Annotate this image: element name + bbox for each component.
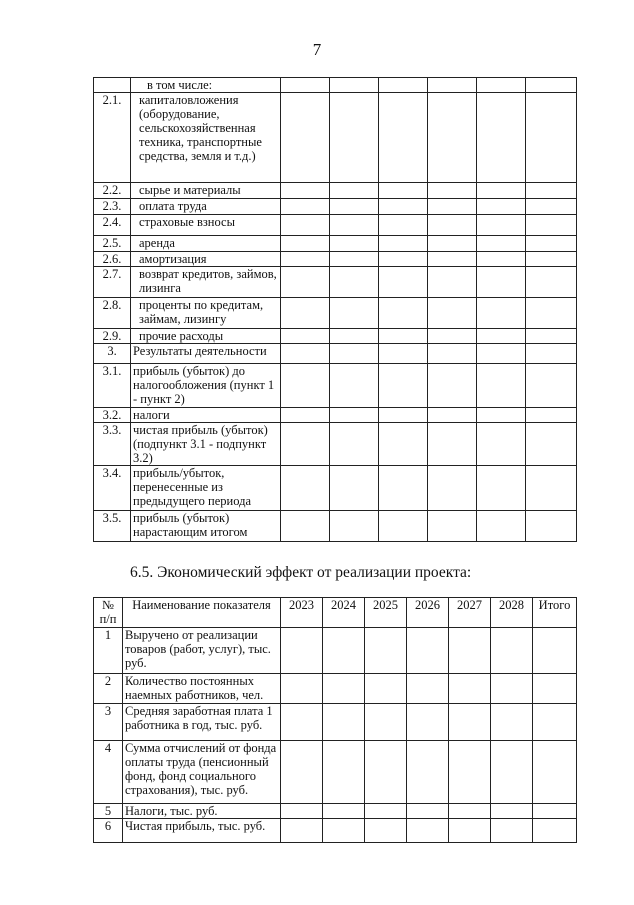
value-cell[interactable] xyxy=(449,704,491,741)
row-number: 3 xyxy=(94,704,123,741)
value-cell[interactable] xyxy=(526,267,577,298)
row-number: 2.1. xyxy=(94,93,131,183)
table-row xyxy=(94,408,577,423)
value-cell[interactable] xyxy=(379,466,428,511)
value-cell[interactable] xyxy=(379,408,428,423)
value-cell[interactable] xyxy=(330,364,379,408)
value-cell[interactable] xyxy=(330,78,379,93)
value-cell[interactable] xyxy=(281,674,323,704)
row-number: 1 xyxy=(94,628,123,674)
value-cell[interactable] xyxy=(526,408,577,423)
table-row xyxy=(94,364,577,408)
value-cell[interactable] xyxy=(477,466,526,511)
page-number: 7 xyxy=(312,40,322,59)
value-cell[interactable] xyxy=(379,423,428,466)
value-cell[interactable] xyxy=(533,819,577,843)
value-cell[interactable] xyxy=(526,364,577,408)
value-cell[interactable] xyxy=(365,674,407,704)
value-cell[interactable] xyxy=(428,93,477,183)
value-cell[interactable] xyxy=(379,329,428,344)
value-cell[interactable] xyxy=(323,704,365,741)
header-year: 2028 xyxy=(491,598,533,628)
value-cell[interactable] xyxy=(526,466,577,511)
value-cell[interactable] xyxy=(281,199,330,215)
row-label: сырье и материалы xyxy=(131,183,281,199)
value-cell[interactable] xyxy=(281,78,330,93)
row-label: Сумма отчислений от фонда оплаты труда (пенсионный фонд, фонд социального страхования), тыс. руб. xyxy=(123,741,281,804)
value-cell[interactable] xyxy=(379,78,428,93)
value-cell[interactable] xyxy=(428,215,477,236)
value-cell[interactable] xyxy=(477,423,526,466)
table-row xyxy=(94,298,577,329)
value-cell[interactable] xyxy=(379,236,428,252)
header-year: 2023 xyxy=(281,598,323,628)
row-number: 3.2. xyxy=(94,408,131,423)
value-cell[interactable] xyxy=(330,183,379,199)
value-cell[interactable] xyxy=(477,78,526,93)
row-number: 3.3. xyxy=(94,423,131,466)
row-label: чистая прибыль (убыток) (подпункт 3.1 - подпункт 3.2) xyxy=(131,423,281,466)
row-number: 6 xyxy=(94,819,123,843)
value-cell[interactable] xyxy=(477,236,526,252)
row-label: аренда xyxy=(131,236,281,252)
header-year: 2025 xyxy=(365,598,407,628)
value-cell[interactable] xyxy=(379,252,428,267)
value-cell[interactable] xyxy=(281,364,330,408)
table-row xyxy=(94,78,577,93)
value-cell[interactable] xyxy=(323,628,365,674)
value-cell[interactable] xyxy=(526,199,577,215)
table-row xyxy=(94,252,577,267)
value-cell[interactable] xyxy=(281,267,330,298)
value-cell[interactable] xyxy=(526,252,577,267)
value-cell[interactable] xyxy=(428,511,477,542)
table-row xyxy=(94,267,577,298)
value-cell[interactable] xyxy=(428,329,477,344)
row-label: прибыль (убыток) нарастающим итогом xyxy=(131,511,281,542)
value-cell[interactable] xyxy=(379,298,428,329)
value-cell[interactable] xyxy=(428,344,477,364)
value-cell[interactable] xyxy=(491,628,533,674)
value-cell[interactable] xyxy=(449,628,491,674)
row-number: 2.2. xyxy=(94,183,131,199)
value-cell[interactable] xyxy=(449,674,491,704)
value-cell[interactable] xyxy=(526,93,577,183)
value-cell[interactable] xyxy=(526,298,577,329)
row-label: Чистая прибыль, тыс. руб. xyxy=(123,819,281,843)
value-cell[interactable] xyxy=(428,252,477,267)
value-cell[interactable] xyxy=(407,704,449,741)
header-year: 2027 xyxy=(449,598,491,628)
row-label: прибыль (убыток) до налогообложения (пункт 1 - пункт 2) xyxy=(131,364,281,408)
value-cell[interactable] xyxy=(407,741,449,804)
value-cell[interactable] xyxy=(281,183,330,199)
table-row xyxy=(94,93,577,183)
value-cell[interactable] xyxy=(526,215,577,236)
table-row xyxy=(94,344,577,364)
table-row xyxy=(94,704,577,741)
value-cell[interactable] xyxy=(281,511,330,542)
value-cell[interactable] xyxy=(281,252,330,267)
row-number: 3. xyxy=(94,344,131,364)
value-cell[interactable] xyxy=(477,93,526,183)
value-cell[interactable] xyxy=(449,741,491,804)
value-cell[interactable] xyxy=(379,267,428,298)
value-cell[interactable] xyxy=(281,408,330,423)
value-cell[interactable] xyxy=(407,819,449,843)
value-cell[interactable] xyxy=(281,215,330,236)
value-cell[interactable] xyxy=(428,408,477,423)
value-cell[interactable] xyxy=(477,252,526,267)
row-label: налоги xyxy=(131,408,281,423)
value-cell[interactable] xyxy=(491,674,533,704)
value-cell[interactable] xyxy=(526,236,577,252)
value-cell[interactable] xyxy=(449,804,491,819)
value-cell[interactable] xyxy=(281,236,330,252)
table-row xyxy=(94,804,577,819)
value-cell[interactable] xyxy=(330,252,379,267)
value-cell[interactable] xyxy=(533,704,577,741)
value-cell[interactable] xyxy=(428,364,477,408)
value-cell[interactable] xyxy=(379,215,428,236)
value-cell[interactable] xyxy=(526,329,577,344)
row-number: 2 xyxy=(94,674,123,704)
value-cell[interactable] xyxy=(379,344,428,364)
value-cell[interactable] xyxy=(330,236,379,252)
header-num: № п/п xyxy=(94,598,123,628)
value-cell[interactable] xyxy=(281,298,330,329)
value-cell[interactable] xyxy=(428,466,477,511)
value-cell[interactable] xyxy=(323,804,365,819)
table-row xyxy=(94,199,577,215)
table-row xyxy=(94,236,577,252)
value-cell[interactable] xyxy=(281,344,330,364)
header-label: Наименование показателя xyxy=(123,598,281,628)
value-cell[interactable] xyxy=(477,329,526,344)
value-cell[interactable] xyxy=(491,819,533,843)
value-cell[interactable] xyxy=(281,466,330,511)
value-cell[interactable] xyxy=(330,93,379,183)
value-cell[interactable] xyxy=(330,298,379,329)
economic-effect-table xyxy=(93,597,577,843)
value-cell[interactable] xyxy=(428,236,477,252)
table-row xyxy=(94,183,577,199)
value-cell[interactable] xyxy=(526,511,577,542)
row-number: 3.4. xyxy=(94,466,131,511)
value-cell[interactable] xyxy=(281,423,330,466)
value-cell[interactable] xyxy=(428,423,477,466)
value-cell[interactable] xyxy=(379,511,428,542)
value-cell[interactable] xyxy=(281,741,323,804)
value-cell[interactable] xyxy=(449,819,491,843)
value-cell[interactable] xyxy=(533,628,577,674)
table-row xyxy=(94,423,577,466)
row-number: 4 xyxy=(94,741,123,804)
value-cell[interactable] xyxy=(379,93,428,183)
row-label: Выручено от реализации товаров (работ, услуг), тыс. руб. xyxy=(123,628,281,674)
value-cell[interactable] xyxy=(365,819,407,843)
value-cell[interactable] xyxy=(365,804,407,819)
value-cell[interactable] xyxy=(330,329,379,344)
value-cell[interactable] xyxy=(407,804,449,819)
row-label: в том числе: xyxy=(131,78,281,93)
row-label: Средняя заработная плата 1 работника в год, тыс. руб. xyxy=(123,704,281,741)
row-label: возврат кредитов, займов, лизинга xyxy=(131,267,281,298)
value-cell[interactable] xyxy=(477,267,526,298)
value-cell[interactable] xyxy=(491,704,533,741)
value-cell[interactable] xyxy=(477,183,526,199)
row-number: 2.5. xyxy=(94,236,131,252)
row-label: Налоги, тыс. руб. xyxy=(123,804,281,819)
value-cell[interactable] xyxy=(330,215,379,236)
table-row xyxy=(94,466,577,511)
row-label: прибыль/убыток, перенесенные из предыдущего периода xyxy=(131,466,281,511)
section-heading: 6.5. Экономический эффект от реализации проекта: xyxy=(130,564,472,581)
row-label: страховые взносы xyxy=(131,215,281,236)
row-number: 2.4. xyxy=(94,215,131,236)
value-cell[interactable] xyxy=(281,93,330,183)
value-cell[interactable] xyxy=(477,408,526,423)
row-number: 5 xyxy=(94,804,123,819)
value-cell[interactable] xyxy=(330,267,379,298)
value-cell[interactable] xyxy=(330,511,379,542)
value-cell[interactable] xyxy=(379,183,428,199)
row-label: проценты по кредитам, займам, лизингу xyxy=(131,298,281,329)
table-row xyxy=(94,674,577,704)
value-cell[interactable] xyxy=(526,423,577,466)
row-number: 2.9. xyxy=(94,329,131,344)
row-label: прочие расходы xyxy=(131,329,281,344)
value-cell[interactable] xyxy=(526,78,577,93)
value-cell[interactable] xyxy=(477,298,526,329)
value-cell[interactable] xyxy=(365,628,407,674)
value-cell[interactable] xyxy=(533,804,577,819)
value-cell[interactable] xyxy=(491,741,533,804)
value-cell[interactable] xyxy=(526,183,577,199)
value-cell[interactable] xyxy=(379,199,428,215)
expenses-results-table xyxy=(93,77,577,542)
row-label: оплата труда xyxy=(131,199,281,215)
row-number: 2.3. xyxy=(94,199,131,215)
value-cell[interactable] xyxy=(379,364,428,408)
row-label: Результаты деятельности xyxy=(131,344,281,364)
table-row xyxy=(94,215,577,236)
value-cell[interactable] xyxy=(330,423,379,466)
value-cell[interactable] xyxy=(330,466,379,511)
row-number: 2.8. xyxy=(94,298,131,329)
row-number: 3.1. xyxy=(94,364,131,408)
value-cell[interactable] xyxy=(428,298,477,329)
value-cell[interactable] xyxy=(477,344,526,364)
value-cell[interactable] xyxy=(407,674,449,704)
row-label: амортизация xyxy=(131,252,281,267)
value-cell[interactable] xyxy=(477,364,526,408)
table-row xyxy=(94,628,577,674)
value-cell[interactable] xyxy=(281,329,330,344)
value-cell[interactable] xyxy=(407,628,449,674)
header-total: Итого xyxy=(533,598,577,628)
value-cell[interactable] xyxy=(330,199,379,215)
header-year: 2024 xyxy=(323,598,365,628)
value-cell[interactable] xyxy=(526,344,577,364)
value-cell[interactable] xyxy=(428,199,477,215)
row-number: 2.7. xyxy=(94,267,131,298)
value-cell[interactable] xyxy=(365,741,407,804)
value-cell[interactable] xyxy=(491,804,533,819)
value-cell[interactable] xyxy=(477,511,526,542)
value-cell[interactable] xyxy=(428,78,477,93)
value-cell[interactable] xyxy=(323,819,365,843)
row-number: 2.6. xyxy=(94,252,131,267)
value-cell[interactable] xyxy=(281,819,323,843)
value-cell[interactable] xyxy=(477,199,526,215)
value-cell[interactable] xyxy=(428,267,477,298)
value-cell[interactable] xyxy=(323,741,365,804)
table-header-row xyxy=(94,598,577,628)
table-row xyxy=(94,741,577,804)
table-row xyxy=(94,511,577,542)
value-cell[interactable] xyxy=(365,704,407,741)
value-cell[interactable] xyxy=(477,215,526,236)
value-cell[interactable] xyxy=(281,628,323,674)
row-label: капиталовложения (оборудование, сельскохозяйственная техника, транспортные средства, земля и т.д.) xyxy=(131,93,281,183)
value-cell[interactable] xyxy=(281,704,323,741)
header-year: 2026 xyxy=(407,598,449,628)
row-label: Количество постоянных наемных работников, чел. xyxy=(123,674,281,704)
table-row xyxy=(94,329,577,344)
value-cell[interactable] xyxy=(330,344,379,364)
value-cell[interactable] xyxy=(533,674,577,704)
value-cell[interactable] xyxy=(533,741,577,804)
row-number xyxy=(94,78,131,93)
value-cell[interactable] xyxy=(323,674,365,704)
value-cell[interactable] xyxy=(428,183,477,199)
value-cell[interactable] xyxy=(330,408,379,423)
value-cell[interactable] xyxy=(281,804,323,819)
table-row xyxy=(94,819,577,843)
row-number: 3.5. xyxy=(94,511,131,542)
